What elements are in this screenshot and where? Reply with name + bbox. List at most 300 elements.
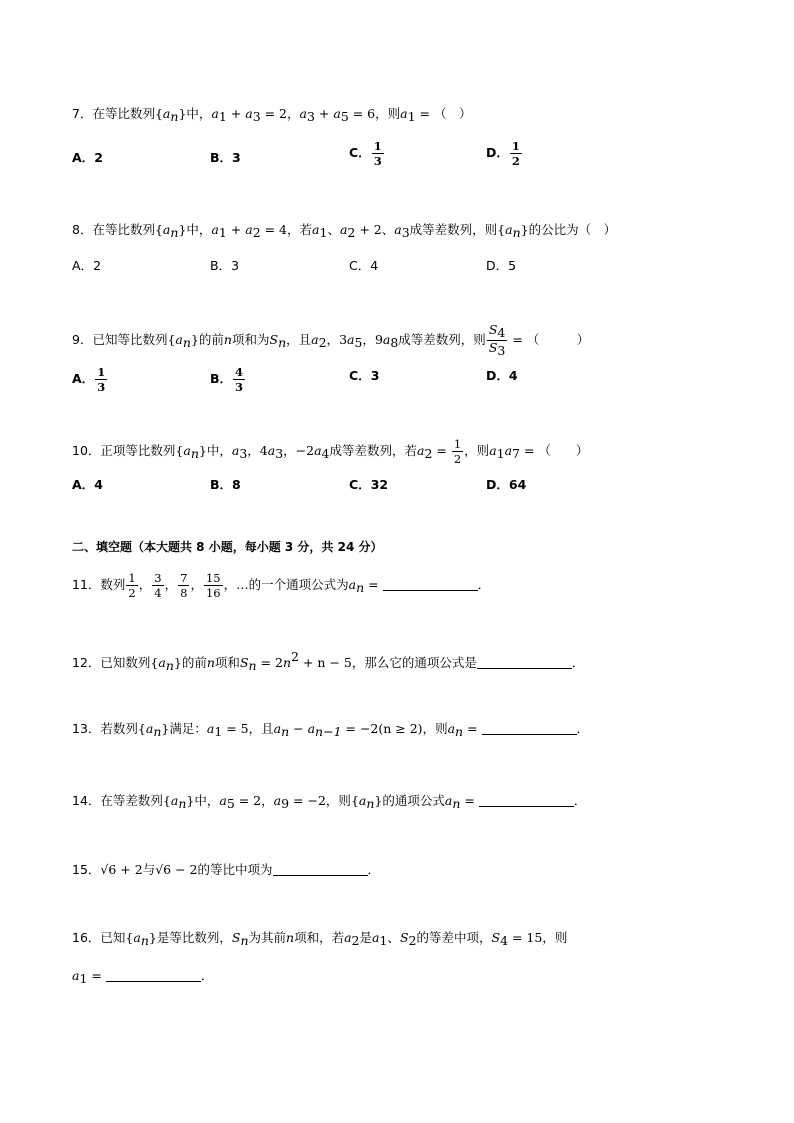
option-d[interactable] [486, 366, 518, 386]
var: a [372, 930, 380, 945]
answer-blank[interactable] [383, 578, 478, 591]
var: a [211, 222, 219, 237]
brace: { [154, 222, 163, 237]
q8-text: 的公比为（ ） [528, 222, 617, 237]
question-13 [72, 719, 589, 742]
sub: 1 [407, 109, 416, 124]
q7-text: ，则 [375, 106, 401, 121]
fraction [178, 572, 189, 599]
option-b[interactable] [210, 148, 241, 168]
option-a[interactable] [72, 256, 101, 276]
q12-text: 的前 [181, 655, 207, 670]
option-a[interactable] [72, 148, 103, 168]
var: a [333, 106, 341, 121]
question-number: 12． [72, 655, 101, 670]
q9-text: ， [326, 332, 340, 347]
var: a [72, 968, 80, 983]
op: = [432, 443, 451, 458]
option-d[interactable] [486, 140, 523, 167]
coef: −2 [295, 443, 315, 458]
var: n [282, 655, 292, 670]
sub: n [281, 724, 290, 739]
sub: n [153, 724, 162, 739]
brace: } [198, 443, 207, 458]
q13-text: ． [576, 721, 590, 736]
numerator: 4 [235, 365, 244, 379]
q8-text: ，若 [287, 222, 313, 237]
fraction [95, 366, 107, 393]
q11-text: …的一个通项公式为 [236, 577, 349, 592]
var: a [348, 577, 357, 592]
op: = 6 [348, 106, 376, 121]
var: a [245, 106, 253, 121]
option-label: B． [210, 477, 233, 492]
answer-paren: （ ） [526, 332, 590, 347]
op: − [289, 721, 308, 736]
question-9 [72, 324, 589, 357]
option-label: A． [72, 477, 95, 492]
brace: } [520, 222, 529, 237]
sub: 1 [79, 971, 88, 986]
q16-text: 是等比数列， [156, 930, 232, 945]
fraction-s4-s3 [487, 324, 508, 357]
var: S [239, 655, 249, 670]
sub: 4 [321, 446, 330, 461]
sub: 1 [218, 225, 227, 240]
answer-blank[interactable] [477, 656, 572, 669]
sub: n [452, 796, 461, 811]
q12-text: 项和 [214, 655, 240, 670]
op: = 5 [222, 721, 249, 736]
sub: n [165, 658, 174, 673]
fraction [372, 140, 384, 167]
var: a [158, 655, 166, 670]
brace: } [148, 930, 157, 945]
q12-text: ，那么它的通项公式是 [351, 655, 477, 670]
sub: 4 [497, 325, 506, 340]
op: + 2 [116, 862, 143, 877]
option-label: A． [72, 371, 95, 386]
q16-text: 项和，若 [294, 930, 345, 945]
question-number: 16． [72, 930, 101, 945]
q11-text: ． [477, 577, 491, 592]
sub: 1 [214, 724, 223, 739]
var: a [175, 332, 183, 347]
option-c[interactable] [349, 256, 378, 276]
question-number: 11． [72, 577, 101, 592]
var: a [273, 793, 282, 808]
denominator: 16 [205, 586, 221, 600]
var: a [339, 222, 348, 237]
var: a [307, 721, 316, 736]
option-label: C． [349, 368, 371, 383]
var: a [219, 793, 227, 808]
brace: } [186, 793, 195, 808]
q16-text: ，则 [542, 930, 568, 945]
var: n [223, 332, 232, 347]
var: a [231, 443, 240, 458]
option-a[interactable] [72, 475, 103, 495]
var: a [347, 332, 355, 347]
coef: 3 [339, 332, 348, 347]
q9-text: 成等差数列，则 [398, 332, 486, 347]
separator: ， [164, 577, 178, 592]
var: a [273, 721, 282, 736]
answer-paren: （ ） [538, 443, 589, 458]
q14-text: 在等差数列 [100, 793, 163, 808]
op: = [520, 443, 539, 458]
brace: } [374, 793, 383, 808]
q13-text: ，则 [422, 721, 448, 736]
sub: n [140, 933, 149, 948]
sub: 2 [318, 335, 327, 350]
var: a [344, 930, 352, 945]
sub: 8 [390, 335, 399, 350]
option-label: D． [486, 368, 509, 383]
question-number: 10． [72, 443, 101, 458]
fraction [510, 140, 522, 167]
op: = [87, 968, 106, 983]
option-value: 8 [232, 477, 241, 492]
brace: } [190, 332, 199, 347]
var: a [311, 332, 319, 347]
var: a [444, 793, 453, 808]
section-title: 二、填空题（本大题共 8 小题，每小题 3 分，共 24 分） [72, 540, 383, 554]
q15-text: 的等比中项为 [197, 862, 273, 877]
sub: 2 [408, 933, 417, 948]
op: = [463, 721, 482, 736]
option-value: 32 [370, 477, 389, 492]
var: a [447, 721, 456, 736]
numerator: 1 [373, 139, 382, 153]
option-c[interactable] [349, 140, 385, 167]
var: a [206, 721, 215, 736]
var: a [505, 222, 513, 237]
option-d[interactable] [486, 475, 526, 495]
question-8 [72, 220, 616, 243]
op: = 2 [234, 793, 262, 808]
option-value: 3 [232, 150, 241, 165]
sub: 3 [497, 343, 506, 358]
op: = [460, 793, 479, 808]
q9-text: ，且 [286, 332, 312, 347]
sub: n [170, 225, 179, 240]
sub: n [170, 109, 179, 124]
q10-text: 中， [206, 443, 232, 458]
sub: 2 [351, 933, 360, 948]
q9-text: ， [362, 332, 375, 347]
var: a [417, 443, 425, 458]
sub: n [248, 658, 257, 673]
q12-text: 已知数列 [100, 655, 151, 670]
q9-text: 的前 [198, 332, 224, 347]
sub: n [455, 724, 464, 739]
option-value: 4 [94, 477, 103, 492]
answer-blank[interactable] [479, 794, 574, 807]
sub: 2 [252, 225, 261, 240]
denominator: 2 [128, 586, 136, 600]
op: + [314, 106, 334, 121]
question-16 [72, 928, 567, 951]
brace: { [175, 443, 184, 458]
question-16-cont [72, 966, 213, 989]
sub: 2 [347, 225, 356, 240]
q16-text: 的等差中项， [416, 930, 492, 945]
var: a [400, 106, 408, 121]
option-value: 2 [94, 150, 103, 165]
option-c[interactable] [349, 475, 388, 495]
option-label: C． [349, 477, 371, 492]
numerator: 1 [128, 571, 136, 585]
q8-text: 、 [327, 222, 340, 237]
sub: n [278, 335, 287, 350]
fraction [233, 366, 245, 393]
sub: n−1 [315, 724, 342, 739]
sub: 3 [306, 109, 315, 124]
sub: 5 [340, 109, 349, 124]
var: a [299, 106, 307, 121]
q16-text: 是 [359, 930, 373, 945]
brace: { [154, 106, 163, 121]
q15-text: 与 [142, 862, 156, 877]
var: S [488, 340, 498, 355]
option-label: C． [349, 145, 371, 160]
sub: 3 [239, 446, 248, 461]
var: a [170, 793, 179, 808]
sub: 1 [379, 933, 388, 948]
coef: 4 [259, 443, 268, 458]
sub: n [240, 933, 249, 948]
q10-text: ， [283, 443, 296, 458]
q14-text: 的通项公式 [382, 793, 445, 808]
q8-text: 成等差数列，则 [409, 222, 498, 237]
q9-text: 已知等比数列 [92, 332, 168, 347]
option-value: 4 [508, 368, 518, 383]
var: a [382, 332, 391, 347]
sub: 2 [424, 446, 433, 461]
op: = [364, 577, 383, 592]
sub: n [178, 796, 187, 811]
q7-text: 中， [186, 106, 212, 121]
option-d[interactable] [486, 256, 516, 276]
answer-blank[interactable] [482, 722, 577, 735]
question-number: 14． [72, 793, 101, 808]
var: S [269, 332, 279, 347]
var: a [312, 222, 320, 237]
sub: n [366, 796, 375, 811]
op: = [508, 332, 527, 347]
sub: 1 [319, 225, 328, 240]
brace: { [137, 721, 146, 736]
var: S [231, 930, 241, 945]
question-12 [72, 647, 584, 676]
q10-text: 正项等比数列 [100, 443, 176, 458]
question-number: 9． [72, 332, 93, 347]
q10-text: 成等差数列，若 [329, 443, 418, 458]
var: a [133, 930, 141, 945]
q8-text: 在等比数列 [92, 222, 155, 237]
op: + [226, 106, 246, 121]
option-value: 3 [231, 258, 240, 273]
denominator: 3 [235, 380, 244, 394]
question-number: 15． [72, 862, 101, 877]
option-label: A． [72, 258, 94, 273]
option-label: B． [210, 258, 232, 273]
numerator: 1 [511, 139, 520, 153]
brace: { [125, 930, 134, 945]
q15-text: ． [367, 862, 381, 877]
sub: 4 [500, 933, 509, 948]
brace: { [150, 655, 159, 670]
var: a [394, 222, 402, 237]
op: = 4 [260, 222, 288, 237]
question-11 [72, 572, 490, 599]
var: S [488, 322, 498, 337]
q16-text: ． [200, 968, 214, 983]
q13-text: ，且 [248, 721, 274, 736]
answer-blank[interactable] [273, 863, 368, 876]
numerator: 3 [154, 571, 162, 585]
q14-text: ， [261, 793, 274, 808]
separator: ， [190, 577, 203, 592]
answer-blank[interactable] [106, 969, 201, 982]
q14-text: 中， [194, 793, 220, 808]
fraction [204, 572, 223, 599]
q8-text: 中， [186, 222, 212, 237]
denominator: 2 [453, 452, 462, 466]
fraction [452, 438, 463, 465]
question-14 [72, 791, 586, 814]
sub: 1 [218, 109, 227, 124]
op: = 2 [260, 106, 288, 121]
q10-text: ，则 [464, 443, 490, 458]
question-number: 13． [72, 721, 101, 736]
option-value: 4 [370, 258, 379, 273]
brace: } [178, 106, 187, 121]
numerator: 1 [97, 365, 106, 379]
numerator: 1 [453, 437, 462, 451]
denominator [487, 341, 508, 357]
q16-text: 为其前 [248, 930, 287, 945]
brace: { [162, 793, 171, 808]
option-label: A． [72, 150, 95, 165]
sqrt: √6 [155, 862, 172, 877]
q7-text: 在等比数列 [92, 106, 155, 121]
sub: n [190, 446, 199, 461]
option-a[interactable] [72, 366, 108, 393]
op: + 2 [355, 222, 382, 237]
option-label: D． [486, 477, 509, 492]
separator: ， [223, 577, 237, 592]
denominator: 2 [511, 154, 520, 168]
sub: 5 [226, 796, 235, 811]
sub: 7 [512, 446, 520, 461]
brace: { [167, 332, 176, 347]
var: a [489, 443, 497, 458]
q12-text: ． [571, 655, 585, 670]
sub: 1 [496, 446, 505, 461]
var: n [206, 655, 215, 670]
numerator: 15 [205, 571, 221, 585]
op: = −2 [289, 793, 326, 808]
var: S [491, 930, 501, 945]
option-label: C． [349, 258, 371, 273]
q10-text: ， [247, 443, 260, 458]
sqrt: √6 [100, 862, 117, 877]
var: a [358, 793, 367, 808]
q13-text: 满足： [169, 721, 207, 736]
q7-text: ， [287, 106, 300, 121]
sub: 3 [252, 109, 261, 124]
option-label: B． [210, 371, 233, 386]
option-label: D． [486, 145, 509, 160]
option-b[interactable] [210, 366, 246, 393]
option-value: 64 [508, 477, 527, 492]
sub: n [182, 335, 191, 350]
option-b[interactable] [210, 475, 241, 495]
numerator [487, 324, 508, 341]
denominator: 4 [154, 586, 162, 600]
var: a [211, 106, 219, 121]
op: + [226, 222, 246, 237]
sub: n [356, 580, 365, 595]
sub: 9 [281, 796, 290, 811]
var: a [145, 721, 154, 736]
var: a [314, 443, 322, 458]
q13-text: 若数列 [100, 721, 138, 736]
q8-text: 、 [381, 222, 395, 237]
var: a [162, 106, 171, 121]
op: − 2 [171, 862, 198, 877]
question-7 [72, 104, 472, 127]
op: = 15 [508, 930, 543, 945]
option-value: 2 [93, 258, 102, 273]
answer-paren: （ ） [433, 106, 472, 121]
option-label: D． [486, 258, 509, 273]
question-15 [72, 860, 380, 880]
sub: n [512, 225, 521, 240]
option-c[interactable] [349, 366, 379, 386]
option-value: 3 [370, 368, 380, 383]
var: a [245, 222, 253, 237]
var: a [162, 222, 171, 237]
denominator: 3 [97, 380, 106, 394]
q14-text: ，则 [325, 793, 351, 808]
brace: } [173, 655, 182, 670]
q11-text: 数列 [100, 577, 126, 592]
q14-text: ． [573, 793, 587, 808]
op: = −2(n ≥ 2) [341, 721, 423, 736]
sub: 5 [354, 335, 363, 350]
var: a [267, 443, 276, 458]
var: n [286, 930, 295, 945]
sub: 3 [401, 225, 410, 240]
brace: { [497, 222, 506, 237]
var: S [399, 930, 409, 945]
fraction [126, 572, 137, 599]
option-b[interactable] [210, 256, 239, 276]
question-10 [72, 438, 588, 465]
var: a [504, 443, 513, 458]
op: = [415, 106, 434, 121]
op: + n − 5 [298, 655, 352, 670]
var: a [183, 443, 191, 458]
q9-text: 项和为 [231, 332, 270, 347]
option-label: B． [210, 150, 233, 165]
q16-text: 已知 [100, 930, 126, 945]
denominator: 8 [180, 586, 188, 600]
brace: } [178, 222, 187, 237]
